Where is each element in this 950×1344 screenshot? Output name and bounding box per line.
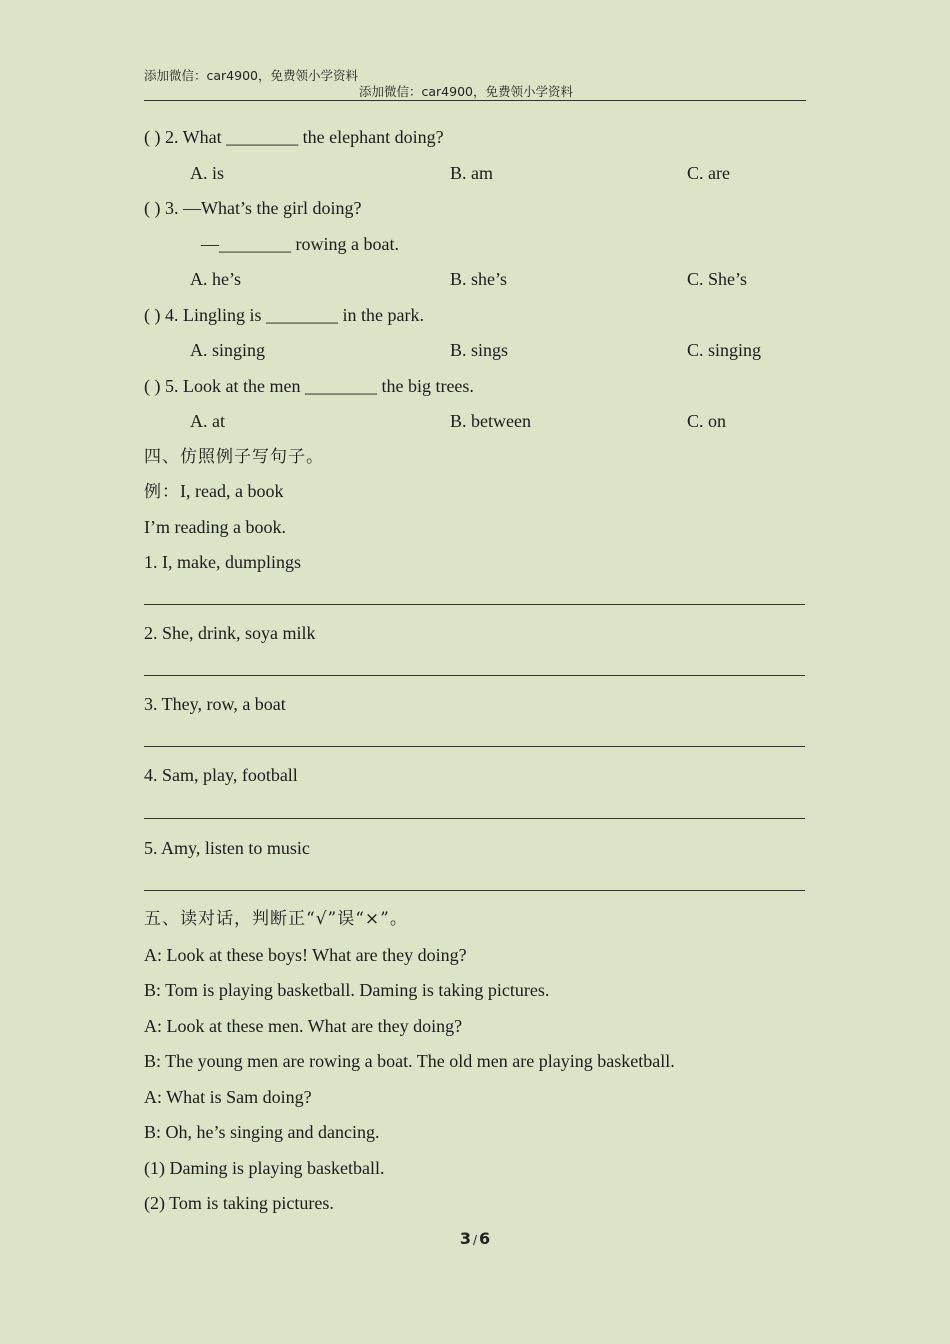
question-2: ( ) 2. What ________ the elephant doing? [144, 127, 444, 147]
dialogue-line-3: A: Look at these men. What are they doing? [144, 1016, 463, 1036]
total-pages: 6 [479, 1229, 491, 1248]
dialogue-line-6: B: Oh, he’s singing and dancing. [144, 1122, 380, 1142]
exercise-item-3: 3. They, row, a boat [144, 694, 286, 714]
q4-option-c: C. singing [687, 340, 762, 360]
page-number [0, 1229, 950, 1248]
answer-line-5[interactable] [144, 890, 805, 891]
header-watermark-centered: 添加微信：car4900，免费领小学资料 [359, 84, 573, 99]
section-5-title: 五、读对话，判断正“√”误“×”。 [144, 909, 408, 929]
example-line [144, 480, 283, 503]
q4-option-a: A. singing [190, 340, 266, 360]
answer-line-4[interactable] [144, 818, 805, 819]
example-prompt: I, read, a book [180, 481, 284, 501]
dialogue-line-1: A: Look at these boys! What are they doing? [144, 945, 467, 965]
q3-option-c: C. She’s [687, 269, 748, 289]
q2-option-c: C. are [687, 163, 730, 183]
q5-option-b: B. between [450, 411, 531, 431]
dialogue-line-4: B: The young men are rowing a boat. The old men are playing basketball. [144, 1051, 675, 1071]
answer-line-3[interactable] [144, 746, 805, 747]
q3-option-b: B. she’s [450, 269, 508, 289]
statement-2: (2) Tom is taking pictures. [144, 1193, 334, 1213]
q3-option-a: A. he’s [190, 269, 241, 289]
q4-option-b: B. sings [450, 340, 509, 360]
header-rule [144, 100, 806, 101]
dialogue-line-5: A: What is Sam doing? [144, 1087, 312, 1107]
section-4-title: 四、仿照例子写句子。 [144, 447, 324, 467]
page-separator: / [472, 1233, 478, 1247]
current-page: 3 [459, 1229, 471, 1248]
exercise-item-5: 5. Amy, listen to music [144, 838, 310, 858]
example-label: 例： [144, 482, 180, 502]
question-4: ( ) 4. Lingling is ________ in the park. [144, 305, 424, 325]
q5-option-c: C. on [687, 411, 727, 431]
header-watermark: 添加微信：car4900，免费领小学资料 [144, 68, 358, 83]
q3-answer-line: —________ rowing a boat. [201, 234, 399, 254]
answer-line-2[interactable] [144, 675, 805, 676]
question-3: ( ) 3. —What’s the girl doing? [144, 198, 362, 218]
answer-line-1[interactable] [144, 604, 805, 605]
exercise-item-2: 2. She, drink, soya milk [144, 623, 316, 643]
q2-option-b: B. am [450, 163, 493, 183]
example-answer: I’m reading a book. [144, 517, 286, 537]
exercise-item-4: 4. Sam, play, football [144, 765, 298, 785]
dialogue-line-2: B: Tom is playing basketball. Daming is taking pictures. [144, 980, 550, 1000]
question-5: ( ) 5. Look at the men ________ the big trees. [144, 376, 474, 396]
q2-option-a: A. is [190, 163, 225, 183]
exercise-item-1: 1. I, make, dumplings [144, 552, 301, 572]
q5-option-a: A. at [190, 411, 225, 431]
statement-1: (1) Daming is playing basketball. [144, 1158, 385, 1178]
